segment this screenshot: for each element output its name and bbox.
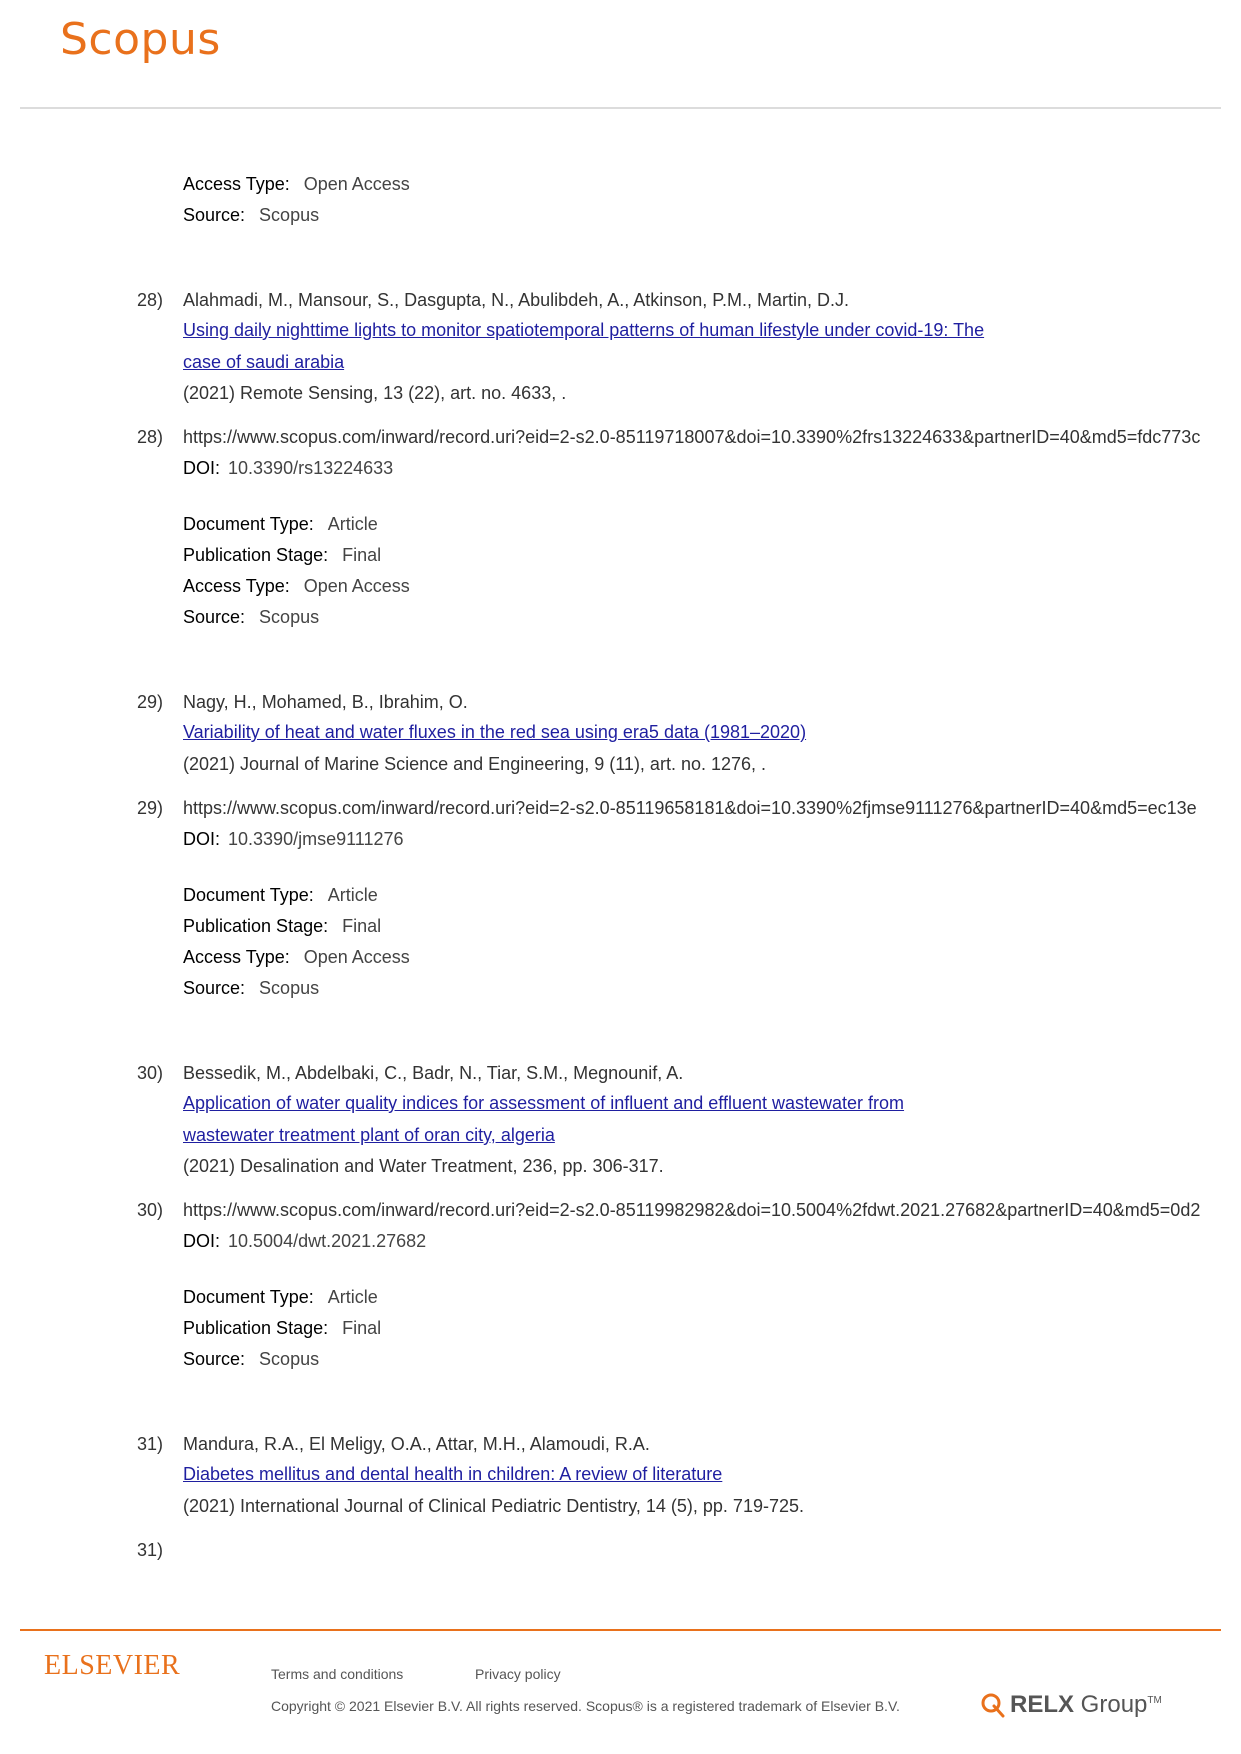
field-value: Article (327, 514, 378, 534)
source-row (183, 204, 319, 226)
relx-mark-icon (980, 1692, 1006, 1718)
record-title-link[interactable]: Using daily nighttime lights to monitor spatiotemporal patterns of human lifestyle under covid-19: The (183, 320, 985, 340)
field-value: Article (327, 885, 378, 905)
record-authors: Nagy, H., Mohamed, B., Ibrahim, O. (183, 692, 468, 712)
record-authors: Bessedik, M., Abdelbaki, C., Badr, N., Tiar, S.M., Megnounif, A. (183, 1063, 684, 1083)
field-label: DOI: (183, 1231, 221, 1251)
field-label: Document Type: (183, 514, 314, 534)
field-label: Document Type: (183, 1287, 314, 1307)
field-value: Final (342, 916, 382, 936)
field-label: DOI: (183, 829, 221, 849)
terms-link[interactable]: Terms and conditions (271, 1666, 404, 1682)
record-number: 29) (137, 692, 164, 712)
record-number: 30) (137, 1200, 164, 1220)
record-number: 31) (137, 1434, 164, 1454)
document-type-row (183, 513, 378, 535)
record-title-line[interactable] (183, 319, 984, 341)
access-type-row (183, 173, 410, 195)
relx-bold-text: RELX (1010, 1691, 1075, 1718)
record-number: 28) (137, 290, 164, 310)
field-label: Source: (183, 1349, 246, 1369)
doi-row (183, 1230, 426, 1252)
record-title-line[interactable] (183, 351, 344, 373)
field-value: Open Access (303, 576, 410, 596)
field-value: 10.5004/dwt.2021.27682 (228, 1231, 427, 1251)
record-number: 29) (137, 798, 164, 818)
record-number: 28) (137, 427, 164, 447)
field-label: Document Type: (183, 885, 314, 905)
relx-tm: TM (1147, 1695, 1162, 1706)
field-label: Access Type: (183, 174, 290, 194)
doi-row (183, 828, 404, 850)
record-title-link[interactable]: Application of water quality indices for assessment of influent and effluent wastewater from (183, 1093, 905, 1113)
source-row (183, 606, 319, 628)
field-label: Publication Stage: (183, 545, 329, 565)
record-number: 30) (137, 1063, 164, 1083)
publication-stage-row (183, 1317, 381, 1339)
publication-stage-row (183, 544, 381, 566)
record-authors: Mandura, R.A., El Meligy, O.A., Attar, M.H., Alamoudi, R.A. (183, 1434, 650, 1454)
field-value: Scopus (259, 1349, 320, 1369)
field-label: Source: (183, 978, 246, 998)
record-title-link[interactable]: Variability of heat and water fluxes in the red sea using era5 data (1981–2020) (183, 722, 807, 742)
source-row (183, 1348, 319, 1370)
record-title-link[interactable]: Diabetes mellitus and dental health in children: A review of literature (183, 1464, 723, 1484)
publication-stage-row (183, 915, 381, 937)
field-value: Final (342, 1318, 382, 1338)
access-type-row (183, 946, 410, 968)
field-value: 10.3390/jmse9111276 (228, 829, 404, 849)
record-citation: (2021) International Journal of Clinical Pediatric Dentistry, 14 (5), pp. 719-725. (183, 1496, 804, 1516)
record-title-link[interactable]: case of saudi arabia (183, 352, 345, 372)
field-label: Publication Stage: (183, 916, 329, 936)
record-title-line[interactable] (183, 1124, 555, 1146)
doi-row (183, 457, 393, 479)
record-citation: (2021) Remote Sensing, 13 (22), art. no. 4633, . (183, 383, 567, 403)
field-label: Publication Stage: (183, 1318, 329, 1338)
record-title-line[interactable] (183, 1463, 722, 1485)
field-label: Access Type: (183, 576, 290, 596)
field-value: 10.3390/rs13224633 (228, 458, 394, 478)
field-label: DOI: (183, 458, 221, 478)
field-value: Scopus (259, 607, 320, 627)
field-value: Scopus (259, 205, 320, 225)
field-value: Open Access (303, 947, 410, 967)
record-citation: (2021) Journal of Marine Science and Engineering, 9 (11), art. no. 1276, . (183, 754, 767, 774)
record-citation: (2021) Desalination and Water Treatment, 236, pp. 306-317. (183, 1156, 664, 1176)
record-title-line[interactable] (183, 1092, 904, 1114)
record-url[interactable]: https://www.scopus.com/inward/record.uri?eid=2-s2.0-85119718007&doi=10.3390%2frs13224633&partnerID=40&md5=fdc773c (183, 427, 1201, 447)
footer-divider (20, 1629, 1221, 1631)
relx-logo (980, 1691, 1162, 1719)
record-url[interactable]: https://www.scopus.com/inward/record.uri?eid=2-s2.0-85119982982&doi=10.5004%2fdwt.2021.27682&partnerID=40&md5=0d2 (183, 1200, 1201, 1220)
record-title-link[interactable]: wastewater treatment plant of oran city, algeria (183, 1125, 555, 1145)
field-value: Open Access (303, 174, 410, 194)
field-label: Access Type: (183, 947, 290, 967)
relx-wordmark (1010, 1691, 1162, 1719)
access-type-row (183, 575, 410, 597)
source-row (183, 977, 319, 999)
field-value: Article (327, 1287, 378, 1307)
elsevier-logo: ELSEVIER (44, 1650, 181, 1681)
field-label: Source: (183, 205, 246, 225)
document-type-row (183, 884, 378, 906)
field-value: Final (342, 545, 382, 565)
scopus-logo: Scopus (60, 14, 221, 65)
record-title-line[interactable] (183, 721, 806, 743)
record-url[interactable]: https://www.scopus.com/inward/record.uri?eid=2-s2.0-85119658181&doi=10.3390%2fjmse9111276&partnerID=40&md5=ec13e (183, 798, 1197, 818)
relx-group-text: Group (1074, 1691, 1148, 1718)
document-type-row (183, 1286, 378, 1308)
record-authors: Alahmadi, M., Mansour, S., Dasgupta, N., Abulibdeh, A., Atkinson, P.M., Martin, D.J. (183, 290, 849, 310)
field-value: Scopus (259, 978, 320, 998)
privacy-link[interactable]: Privacy policy (475, 1666, 561, 1682)
copyright-text: Copyright © 2021 Elsevier B.V. All rights reserved. Scopus® is a registered trademark of Elsevier B.V. (271, 1698, 900, 1714)
field-label: Source: (183, 607, 246, 627)
record-number: 31) (137, 1540, 164, 1560)
